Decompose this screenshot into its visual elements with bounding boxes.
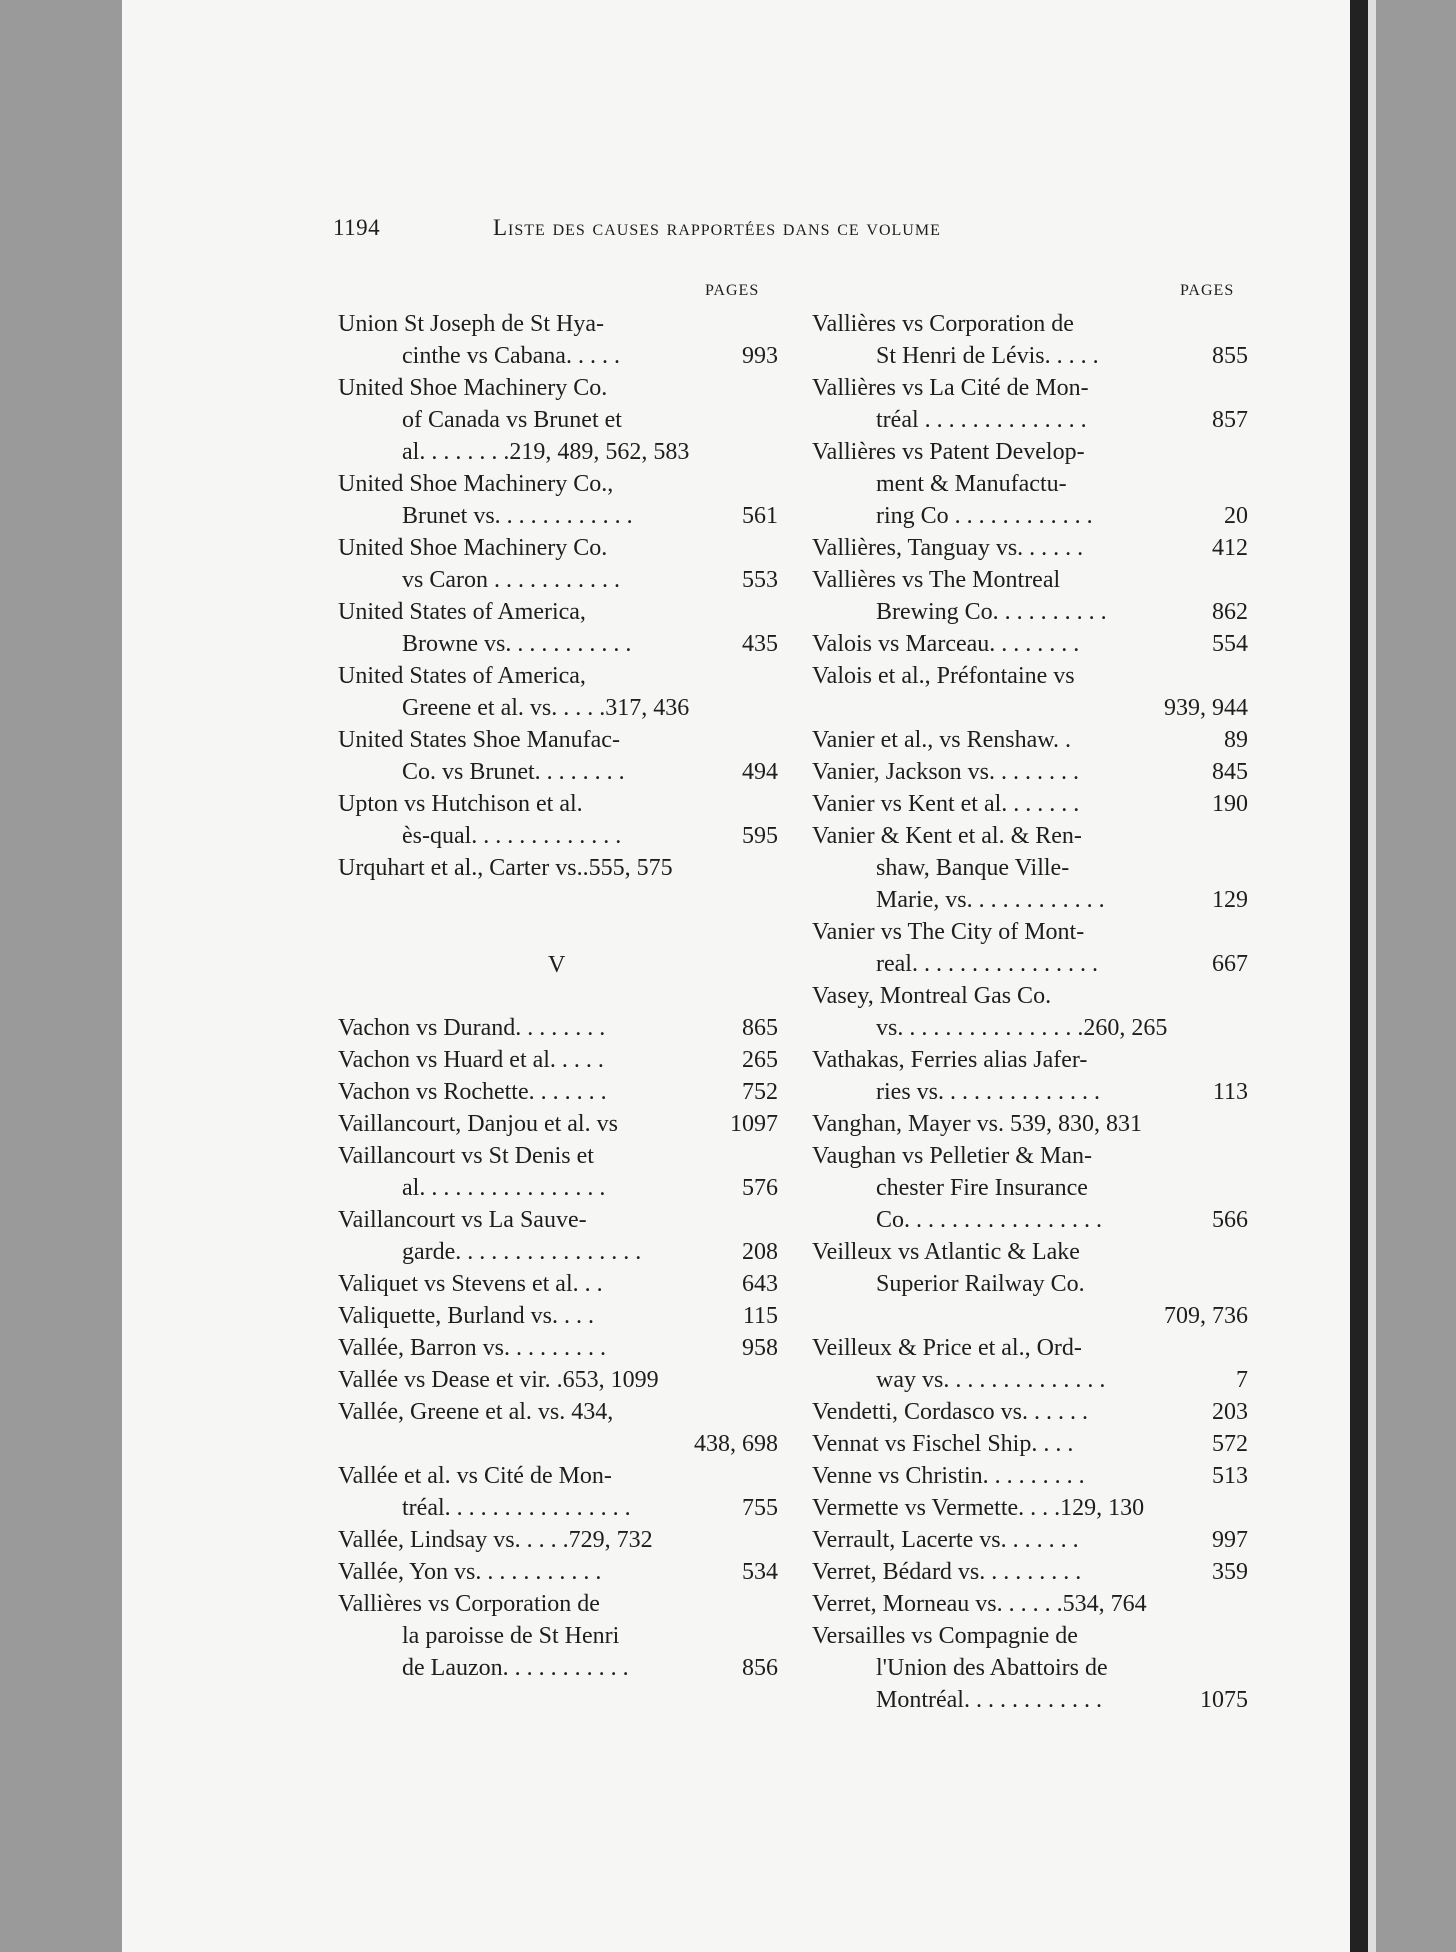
entry-continuation-line bbox=[338, 404, 778, 436]
page-reference: 208 bbox=[742, 1239, 778, 1265]
entry-continuation-line bbox=[812, 884, 1248, 916]
entry-continuation-line bbox=[812, 948, 1248, 980]
running-title: Liste des causes rapportées dans ce volume bbox=[493, 215, 941, 240]
section-gap bbox=[338, 916, 778, 948]
entry-continuation-line bbox=[812, 500, 1248, 532]
entry-title-line bbox=[812, 436, 1248, 468]
entry-text: United Shoe Machinery Co. bbox=[338, 375, 608, 401]
entry-page-line bbox=[812, 692, 1248, 724]
page-reference: 939, 944 bbox=[1164, 695, 1248, 721]
index-entry bbox=[338, 1460, 778, 1524]
entry-text: Vaillancourt, Danjou et al. vs bbox=[338, 1111, 618, 1137]
entry-text: United Shoe Machinery Co. bbox=[338, 535, 608, 561]
page-reference: 554 bbox=[1212, 631, 1248, 657]
entry-text: garde. . . . . . . . . . . . . . . . bbox=[402, 1239, 642, 1265]
index-entry bbox=[338, 1588, 778, 1684]
index-entry bbox=[812, 980, 1248, 1044]
index-entry bbox=[338, 660, 778, 724]
index-entry bbox=[338, 1332, 778, 1364]
entry-title-line bbox=[812, 564, 1248, 596]
entry-text: United States of America, bbox=[338, 599, 586, 625]
page-reference: 857 bbox=[1212, 407, 1248, 433]
entry-title-line bbox=[338, 1396, 778, 1428]
page-reference: 1075 bbox=[1200, 1687, 1248, 1713]
entry-text: Co. vs Brunet. . . . . . . . bbox=[402, 759, 625, 785]
page-reference: 566 bbox=[1212, 1207, 1248, 1233]
page-reference: 997 bbox=[1212, 1527, 1248, 1553]
entry-title-line bbox=[812, 788, 1248, 820]
running-header bbox=[333, 215, 1093, 245]
entry-continuation-line bbox=[338, 1492, 778, 1524]
entry-title-line bbox=[812, 916, 1248, 948]
entry-text: Vaughan vs Pelletier & Man- bbox=[812, 1143, 1092, 1169]
entry-title-line bbox=[338, 1556, 778, 1588]
page-reference: 203 bbox=[1212, 1399, 1248, 1425]
entry-text: cinthe vs Cabana. . . . . bbox=[402, 343, 620, 369]
entry-title-line bbox=[338, 1012, 778, 1044]
entry-title-line bbox=[812, 1140, 1248, 1172]
entry-text: ment & Manufactu- bbox=[876, 471, 1067, 497]
entry-title-line bbox=[812, 1460, 1248, 1492]
entry-text: Vallières vs Corporation de bbox=[812, 311, 1074, 337]
index-entry bbox=[812, 660, 1248, 724]
page-reference: 845 bbox=[1212, 759, 1248, 785]
entry-title-line bbox=[338, 1140, 778, 1172]
index-entry bbox=[338, 788, 778, 852]
index-entry bbox=[812, 1588, 1248, 1620]
page-reference: 89 bbox=[1224, 727, 1248, 753]
entry-text: Vachon vs Durand. . . . . . . . bbox=[338, 1015, 606, 1041]
page-reference: 856 bbox=[742, 1655, 778, 1681]
index-entry bbox=[338, 1556, 778, 1588]
page-reference: 129 bbox=[1212, 887, 1248, 913]
entry-title-line bbox=[338, 1044, 778, 1076]
entry-text: Valiquet vs Stevens et al. . . bbox=[338, 1271, 603, 1297]
page-reference: 755 bbox=[742, 1495, 778, 1521]
entry-continuation-line bbox=[338, 692, 778, 724]
entry-continuation-line bbox=[338, 1620, 778, 1652]
entry-title-line bbox=[812, 980, 1248, 1012]
entry-title-line bbox=[338, 1108, 778, 1140]
entry-text: United States Shoe Manufac- bbox=[338, 727, 620, 753]
entry-text: l'Union des Abattoirs de bbox=[876, 1655, 1108, 1681]
entry-title-line bbox=[812, 1236, 1248, 1268]
entry-title-line bbox=[338, 788, 778, 820]
entry-text: shaw, Banque Ville- bbox=[876, 855, 1070, 881]
index-entry bbox=[812, 1428, 1248, 1460]
page-reference: 709, 736 bbox=[1164, 1303, 1248, 1329]
entry-title-line bbox=[338, 372, 778, 404]
page-number: 1194 bbox=[333, 215, 381, 240]
entry-text: real. . . . . . . . . . . . . . . . bbox=[876, 951, 1098, 977]
entry-continuation-line bbox=[812, 1076, 1248, 1108]
index-entry bbox=[812, 308, 1248, 372]
entry-text: Browne vs. . . . . . . . . . . bbox=[402, 631, 632, 657]
entry-text: Veilleux & Price et al., Ord- bbox=[812, 1335, 1082, 1361]
entry-text: Vanier & Kent et al. & Ren- bbox=[812, 823, 1082, 849]
page-reference: 553 bbox=[742, 567, 778, 593]
page-reference: 265 bbox=[742, 1047, 778, 1073]
page-reference: 576 bbox=[742, 1175, 778, 1201]
entry-text: way vs. . . . . . . . . . . . . . bbox=[876, 1367, 1106, 1393]
entry-title-line bbox=[812, 1524, 1248, 1556]
entry-text: Valiquette, Burland vs. . . . bbox=[338, 1303, 594, 1329]
index-entry bbox=[812, 532, 1248, 564]
entry-text: Valois et al., Préfontaine vs bbox=[812, 663, 1075, 689]
entry-text: Vendetti, Cordasco vs. . . . . . bbox=[812, 1399, 1088, 1425]
entry-continuation-line bbox=[812, 1684, 1248, 1716]
entry-title-line bbox=[338, 852, 778, 884]
page-reference: 115 bbox=[742, 1303, 778, 1329]
entry-text: Vermette vs Vermette. . . .129, 130 bbox=[812, 1495, 1145, 1521]
entry-text: Vallières, Tanguay vs. . . . . . bbox=[812, 535, 1084, 561]
entry-text: Vallières vs The Montreal bbox=[812, 567, 1061, 593]
entry-text: Vaillancourt vs St Denis et bbox=[338, 1143, 594, 1169]
entry-title-line bbox=[812, 1588, 1248, 1620]
right-column bbox=[812, 308, 1248, 1716]
page-edge bbox=[1368, 0, 1376, 1952]
index-entry bbox=[812, 788, 1248, 820]
entry-text: Vennat vs Fischel Ship. . . . bbox=[812, 1431, 1074, 1457]
index-entry bbox=[338, 1044, 778, 1076]
entry-continuation-line bbox=[338, 564, 778, 596]
entry-text: of Canada vs Brunet et bbox=[402, 407, 622, 433]
entry-page-line bbox=[338, 1428, 778, 1460]
pages-label-left: PAGES bbox=[705, 282, 760, 299]
entry-text: vs Caron . . . . . . . . . . . bbox=[402, 567, 620, 593]
page-reference: 190 bbox=[1212, 791, 1248, 817]
entry-text: Upton vs Hutchison et al. bbox=[338, 791, 583, 817]
entry-text: St Henri de Lévis. . . . . bbox=[876, 343, 1099, 369]
pages-label-right: PAGES bbox=[1180, 282, 1235, 299]
index-entry bbox=[338, 1268, 778, 1300]
entry-title-line bbox=[338, 1300, 778, 1332]
entry-title-line bbox=[812, 1428, 1248, 1460]
entry-text: al. . . . . . . .219, 489, 562, 583 bbox=[402, 439, 690, 465]
entry-title-line bbox=[812, 1556, 1248, 1588]
entry-title-line bbox=[338, 1588, 778, 1620]
index-entry bbox=[338, 596, 778, 660]
entry-text: Brunet vs. . . . . . . . . . . . bbox=[402, 503, 633, 529]
entry-text: ès-qual. . . . . . . . . . . . . bbox=[402, 823, 622, 849]
entry-text: chester Fire Insurance bbox=[876, 1175, 1088, 1201]
index-entry bbox=[338, 1300, 778, 1332]
entry-title-line bbox=[338, 660, 778, 692]
entry-title-line bbox=[812, 1044, 1248, 1076]
entry-title-line bbox=[812, 1620, 1248, 1652]
index-entry bbox=[812, 1492, 1248, 1524]
page-reference: 993 bbox=[742, 343, 778, 369]
page-reference: 435 bbox=[742, 631, 778, 657]
entry-text: la paroisse de St Henri bbox=[402, 1623, 620, 1649]
entry-title-line bbox=[338, 308, 778, 340]
index-entry bbox=[338, 1204, 778, 1268]
page-reference: 572 bbox=[1212, 1431, 1248, 1457]
entry-continuation-line bbox=[812, 1364, 1248, 1396]
page-reference: 752 bbox=[742, 1079, 778, 1105]
entry-continuation-line bbox=[812, 404, 1248, 436]
entry-text: Vanier, Jackson vs. . . . . . . . bbox=[812, 759, 1079, 785]
entry-title-line bbox=[812, 820, 1248, 852]
entry-continuation-line bbox=[812, 1268, 1248, 1300]
index-entry bbox=[812, 1396, 1248, 1428]
page-reference: 20 bbox=[1224, 503, 1248, 529]
entry-title-line bbox=[812, 532, 1248, 564]
index-entry bbox=[338, 1524, 778, 1556]
entry-title-line bbox=[812, 756, 1248, 788]
index-entry bbox=[812, 1140, 1248, 1236]
page-reference: 359 bbox=[1212, 1559, 1248, 1585]
entry-continuation-line bbox=[812, 340, 1248, 372]
entry-title-line bbox=[338, 468, 778, 500]
entry-text: Vallée, Lindsay vs. . . . .729, 732 bbox=[338, 1527, 653, 1553]
entry-text: Verrault, Lacerte vs. . . . . . . bbox=[812, 1527, 1079, 1553]
index-entry bbox=[338, 308, 778, 372]
entry-text: Vallée, Greene et al. vs. 434, bbox=[338, 1399, 614, 1425]
index-entry bbox=[338, 1076, 778, 1108]
entry-title-line bbox=[812, 1332, 1248, 1364]
index-entry bbox=[812, 1108, 1248, 1140]
page-reference: 643 bbox=[742, 1271, 778, 1297]
entry-text: Union St Joseph de St Hya- bbox=[338, 311, 604, 337]
entry-text: Greene et al. vs. . . . .317, 436 bbox=[402, 695, 690, 721]
page-reference: 958 bbox=[742, 1335, 778, 1361]
index-entry bbox=[812, 628, 1248, 660]
entry-text: Superior Railway Co. bbox=[876, 1271, 1085, 1297]
index-entry bbox=[338, 372, 778, 468]
page-reference: 513 bbox=[1212, 1463, 1248, 1489]
entry-text: Vallières vs Corporation de bbox=[338, 1591, 600, 1617]
entry-text: Verret, Bédard vs. . . . . . . . . bbox=[812, 1559, 1082, 1585]
entry-text: Urquhart et al., Carter vs..555, 575 bbox=[338, 855, 673, 881]
entry-page-line bbox=[812, 1300, 1248, 1332]
section-letter: V bbox=[548, 952, 566, 978]
index-entry bbox=[812, 1332, 1248, 1396]
entry-text: Versailles vs Compagnie de bbox=[812, 1623, 1078, 1649]
entry-continuation-line bbox=[338, 436, 778, 468]
page-reference: 855 bbox=[1212, 343, 1248, 369]
index-entry bbox=[338, 468, 778, 532]
page-reference: 1097 bbox=[730, 1111, 778, 1137]
entry-text: Brewing Co. . . . . . . . . . bbox=[876, 599, 1107, 625]
entry-text: Venne vs Christin. . . . . . . . . bbox=[812, 1463, 1085, 1489]
entry-continuation-line bbox=[812, 1012, 1248, 1044]
entry-title-line bbox=[812, 628, 1248, 660]
index-entry bbox=[338, 852, 778, 884]
entry-text: al. . . . . . . . . . . . . . . . bbox=[402, 1175, 606, 1201]
page-reference: 438, 698 bbox=[694, 1431, 778, 1457]
entry-title-line bbox=[812, 1396, 1248, 1428]
entry-text: Vasey, Montreal Gas Co. bbox=[812, 983, 1052, 1009]
entry-text: Co. . . . . . . . . . . . . . . . . bbox=[876, 1207, 1103, 1233]
page-reference: 595 bbox=[742, 823, 778, 849]
entry-title-line bbox=[812, 1492, 1248, 1524]
entry-text: United Shoe Machinery Co., bbox=[338, 471, 614, 497]
entry-text: Vallée, Barron vs. . . . . . . . . bbox=[338, 1335, 606, 1361]
entry-continuation-line bbox=[812, 1652, 1248, 1684]
page-reference: 862 bbox=[1212, 599, 1248, 625]
page-reference: 494 bbox=[742, 759, 778, 785]
entry-title-line bbox=[338, 1204, 778, 1236]
page-reference: 667 bbox=[1212, 951, 1248, 977]
entry-text: Vallée vs Dease et vir. .653, 1099 bbox=[338, 1367, 659, 1393]
entry-title-line bbox=[338, 1524, 778, 1556]
index-entry bbox=[338, 1140, 778, 1204]
index-entry bbox=[812, 1044, 1248, 1108]
entry-text: tréal . . . . . . . . . . . . . . bbox=[876, 407, 1087, 433]
index-entry bbox=[812, 820, 1248, 916]
index-entry bbox=[338, 1108, 778, 1140]
entry-text: Vanier vs The City of Mont- bbox=[812, 919, 1085, 945]
index-entry bbox=[812, 1524, 1248, 1556]
entry-text: Vanier vs Kent et al. . . . . . . bbox=[812, 791, 1080, 817]
entry-text: ries vs. . . . . . . . . . . . . . bbox=[876, 1079, 1100, 1105]
section-gap bbox=[338, 980, 778, 1012]
index-entry bbox=[338, 532, 778, 596]
index-entry bbox=[812, 1460, 1248, 1492]
entry-continuation-line bbox=[338, 756, 778, 788]
index-entry bbox=[338, 724, 778, 788]
page-reference: 865 bbox=[742, 1015, 778, 1041]
entry-text: Vanghan, Mayer vs. 539, 830, 831 bbox=[812, 1111, 1142, 1137]
entry-continuation-line bbox=[338, 628, 778, 660]
entry-text: Montréal. . . . . . . . . . . . bbox=[876, 1687, 1102, 1713]
entry-title-line bbox=[338, 1076, 778, 1108]
entry-text: Vanier et al., vs Renshaw. . bbox=[812, 727, 1072, 753]
section-gap bbox=[338, 884, 778, 916]
index-entry bbox=[812, 436, 1248, 532]
page-reference: 561 bbox=[742, 503, 778, 529]
entry-continuation-line bbox=[338, 820, 778, 852]
page-reference: 534 bbox=[742, 1559, 778, 1585]
entry-text: Vallée et al. vs Cité de Mon- bbox=[338, 1463, 612, 1489]
entry-title-line bbox=[338, 1268, 778, 1300]
entry-continuation-line bbox=[338, 1652, 778, 1684]
index-entry bbox=[812, 916, 1248, 980]
entry-title-line bbox=[812, 724, 1248, 756]
entry-text: Vallières vs Patent Develop- bbox=[812, 439, 1085, 465]
left-column bbox=[338, 308, 778, 1684]
book-spine bbox=[1350, 0, 1368, 1952]
entry-continuation-line bbox=[812, 596, 1248, 628]
entry-title-line bbox=[338, 1364, 778, 1396]
entry-text: Vathakas, Ferries alias Jafer- bbox=[812, 1047, 1088, 1073]
entry-continuation-line bbox=[338, 500, 778, 532]
entry-continuation-line bbox=[338, 1236, 778, 1268]
entry-title-line bbox=[812, 1108, 1248, 1140]
entry-continuation-line bbox=[812, 468, 1248, 500]
entry-text: United States of America, bbox=[338, 663, 586, 689]
index-entry bbox=[338, 1396, 778, 1460]
entry-text: Veilleux vs Atlantic & Lake bbox=[812, 1239, 1080, 1265]
entry-text: Vachon vs Huard et al. . . . . bbox=[338, 1047, 604, 1073]
page-reference: 412 bbox=[1212, 535, 1248, 561]
entry-text: Verret, Morneau vs. . . . . .534, 764 bbox=[812, 1591, 1147, 1617]
entry-title-line bbox=[812, 308, 1248, 340]
entry-text: de Lauzon. . . . . . . . . . . bbox=[402, 1655, 629, 1681]
entry-text: Marie, vs. . . . . . . . . . . . bbox=[876, 887, 1105, 913]
index-entry bbox=[338, 1012, 778, 1044]
entry-text: Vallée, Yon vs. . . . . . . . . . . bbox=[338, 1559, 602, 1585]
index-entry bbox=[812, 756, 1248, 788]
entry-text: Vachon vs Rochette. . . . . . . bbox=[338, 1079, 607, 1105]
entry-text: tréal. . . . . . . . . . . . . . . . bbox=[402, 1495, 631, 1521]
index-entry bbox=[338, 1364, 778, 1396]
entry-title-line bbox=[338, 724, 778, 756]
entry-title-line bbox=[338, 1460, 778, 1492]
entry-continuation-line bbox=[338, 1172, 778, 1204]
entry-title-line bbox=[338, 532, 778, 564]
entry-title-line bbox=[812, 660, 1248, 692]
index-entry bbox=[812, 724, 1248, 756]
entry-text: ring Co . . . . . . . . . . . . bbox=[876, 503, 1093, 529]
entry-continuation-line bbox=[338, 340, 778, 372]
entry-continuation-line bbox=[812, 852, 1248, 884]
index-entry bbox=[812, 372, 1248, 436]
index-entry bbox=[812, 1556, 1248, 1588]
index-entry bbox=[812, 1620, 1248, 1716]
entry-title-line bbox=[812, 372, 1248, 404]
entry-text: Vallières vs La Cité de Mon- bbox=[812, 375, 1089, 401]
entry-text: vs. . . . . . . . . . . . . . . .260, 265 bbox=[876, 1015, 1168, 1041]
entry-title-line bbox=[338, 1332, 778, 1364]
index-entry bbox=[812, 564, 1248, 628]
entry-text: Vaillancourt vs La Sauve- bbox=[338, 1207, 587, 1233]
page-reference: 113 bbox=[1212, 1079, 1248, 1105]
entry-continuation-line bbox=[812, 1204, 1248, 1236]
entry-title-line bbox=[338, 596, 778, 628]
entry-continuation-line bbox=[812, 1172, 1248, 1204]
page-reference: 7 bbox=[1236, 1367, 1248, 1393]
index-entry bbox=[812, 1236, 1248, 1332]
entry-text: Valois vs Marceau. . . . . . . . bbox=[812, 631, 1080, 657]
